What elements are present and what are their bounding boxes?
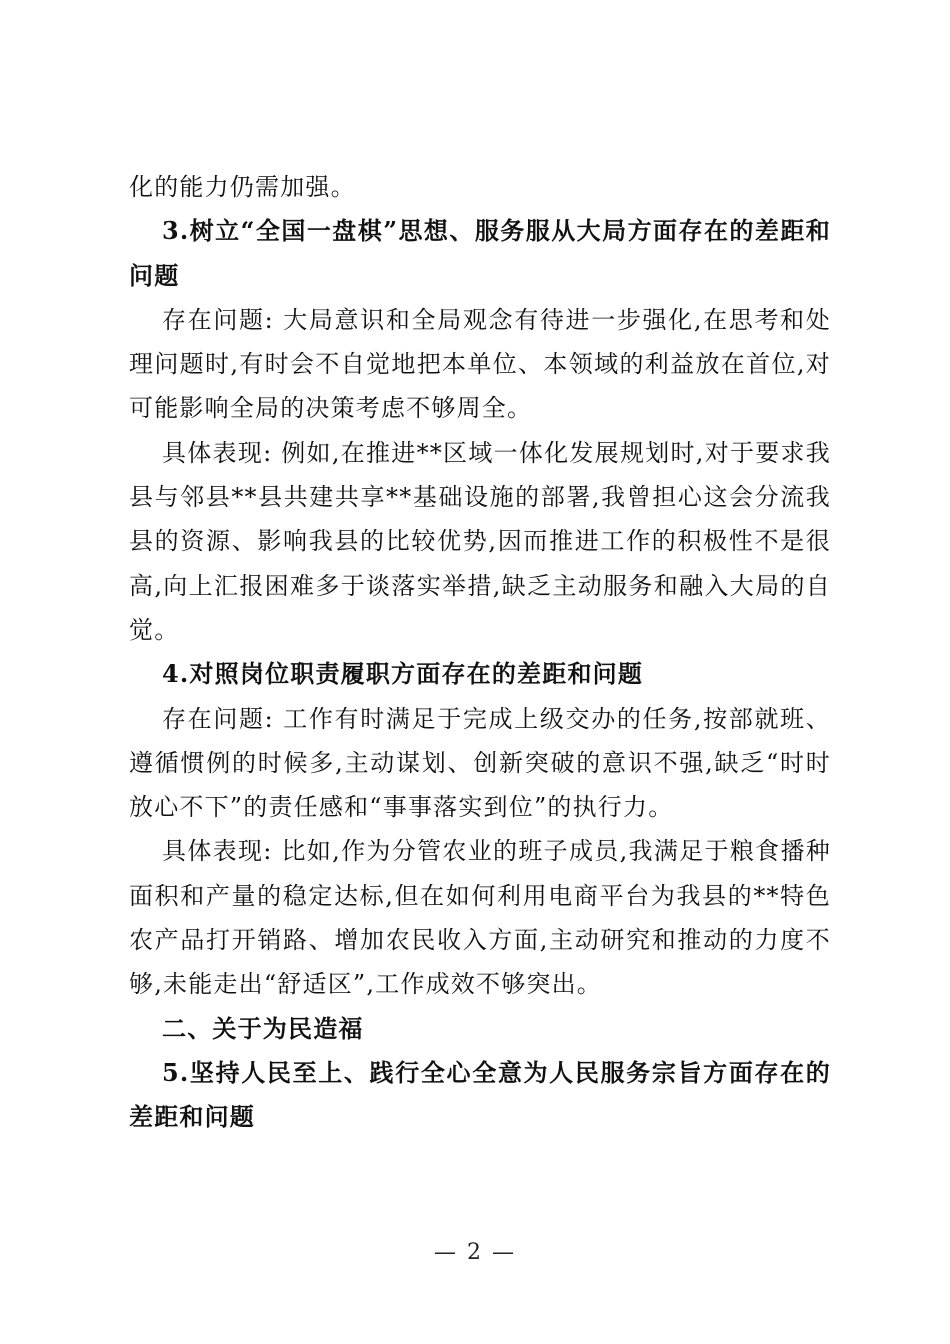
- heading-section-4: 4.对照岗位职责履职方面存在的差距和问题: [162, 659, 644, 689]
- paragraph-manifestation-4: 具体表现: 比如,作为分管农业的班子成员,我满足于粮食播种面积和产量的稳定达标,但在如何利用电商平台为我县的**特色农产品打开销路、增加农民收入方面,主动研究和推动的力度不够,未能走出“舒适区”,工作成效不够突出。: [129, 837, 831, 999]
- document-body: [129, 165, 831, 1140]
- heading-section-3: 3.树立“全国一盘棋”思想、服务服从大局方面存在的差距和问题: [129, 216, 831, 290]
- paragraph-manifestation-3: 具体表现: 例如,在推进**区域一体化发展规划时,对于要求我县与邻县**县共建共享**基础设施的部署,我曾担心这会分流我县的资源、影响我县的比较优势,因而推进工作的积极性不是很高,向上汇报困难多于谈落实举措,缺乏主动服务和融入大局的自觉。: [129, 438, 831, 644]
- paragraph-problem-3: 存在问题: 大局意识和全局观念有待进一步强化,在思考和处理问题时,有时会不自觉地把本单位、本领域的利益放在首位,对可能影响全局的决策考虑不够周全。: [129, 305, 831, 423]
- heading-part-2: 二、关于为民造福: [162, 1013, 364, 1043]
- heading-section-5: 5.坚持人民至上、践行全心全意为人民服务宗旨方面存在的差距和问题: [129, 1057, 831, 1132]
- paragraph-continuation: 化的能力仍需加强。: [129, 173, 356, 201]
- paragraph-problem-4: 存在问题: 工作有时满足于完成上级交办的任务,按部就班、遵循惯例的时候多,主动谋划、创新突破的意识不强,缺乏“时时放心不下”的责任感和“事事落实到位”的执行力。: [129, 704, 831, 822]
- page-number: — 2 —: [434, 1240, 516, 1265]
